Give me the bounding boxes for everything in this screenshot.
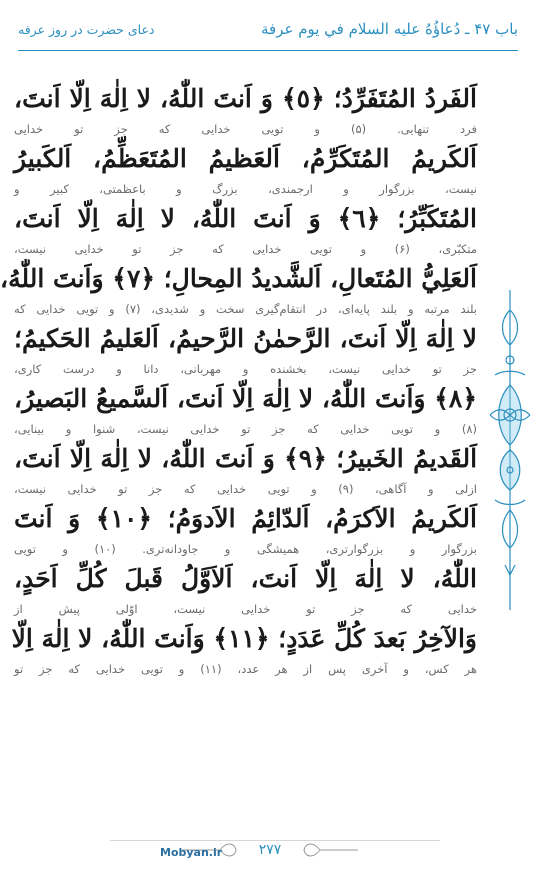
header-divider	[18, 50, 518, 51]
arabic-line-1: اَلفَردُ المُتَفَرِّدُ؛ ﴿٥﴾ وَ اَنتَ اللّٰهُ، لا اِلٰهَ اِلّا اَنتَ،	[14, 84, 477, 113]
translation-line-7: ازلی و آگاهی، (۹) و تویی خدایی که جز تو خدایی نیست،	[14, 482, 477, 496]
translation-line-2: نیست، بزرگوار و ارجمندی، بزرگ و باعظمتی، کبیر و	[14, 182, 477, 196]
prayer-text	[0, 80, 478, 680]
translation-line-6: (۸) و تویی خدایی که جز تو خدایی نیست، شنوا و بینایی،	[14, 422, 477, 436]
footer-ornament-right-icon	[300, 838, 360, 862]
arabic-line-3: المُتَكَبِّرُ؛ ﴿٦﴾ وَ اَنتَ اللّٰهُ، لا اِلٰهَ اِلّا اَنتَ،	[14, 204, 477, 233]
arabic-line-2: اَلكَريمُ المُتَكَرِّمُ، اَلعَظيمُ المُتَعَظِّمُ، اَلكَبيرُ	[14, 144, 477, 173]
arabic-line-8: اَلكَريمُ الاَكرَمُ، اَلدّائِمُ الاَدوَمُ؛ ﴿١٠﴾ وَ اَنتَ	[14, 504, 477, 533]
translation-line-10: هر کس، و آخری پس از هر عدد، (۱۱) و تویی خدایی که جز تو	[14, 662, 477, 676]
page-number: ۲۷۷	[258, 842, 282, 858]
arabic-line-7: اَلقَديمُ الخَبيرُ؛ ﴿٩﴾ وَ اَنتَ اللّٰهُ، لا اِلٰهَ اِلّا اَنتَ،	[14, 444, 478, 473]
translation-line-5: جز تو خدایی نیست، بخشنده و مهربانی، دانا و درست کاری،	[14, 362, 477, 376]
site-watermark: Mobyan.ir	[160, 846, 223, 859]
chapter-title: باب ۴۷ ـ دُعاؤُهُ عليه السلام في يوم عرفة	[260, 20, 518, 38]
arabic-line-10: وَالآخِرُ بَعدَ كُلِّ عَدَدٍ؛ ﴿١١﴾ وَاَنتَ اللّٰهُ، لا اِلٰهَ اِلّا	[11, 624, 477, 653]
page-title: دعای حضرت در روز عرفه	[18, 22, 155, 37]
footer-divider	[110, 840, 440, 841]
translation-line-4: بلند مرتبه و بلند پایه‌ای، در انتقام‌گیری سخت و شدیدی، (۷) و تویی خدایی که	[14, 302, 477, 316]
translation-line-9: خدایی که جز تو خدایی نیست، اوّلی پیش از	[14, 602, 477, 616]
translation-line-1: فرد تنهایی. (۵) و تویی خدایی که جز تو خدایی	[14, 122, 478, 136]
arabic-line-6: ﴿٨﴾ وَاَنتَ اللّٰهُ، لا اِلٰهَ اِلّا اَنتَ، اَلسَّميعُ البَصيرُ،	[14, 384, 477, 413]
arabic-line-5: لا اِلٰهَ اِلّا اَنتَ، الرَّحمٰنُ الرَّحيمُ، اَلعَليمُ الحَكيمُ؛	[14, 324, 477, 353]
translation-line-8: بزرگوار و بزرگوارتری، همیشگی و جاودانه‌تری. (۱۰) و تویی	[14, 542, 477, 556]
margin-ornament-icon	[485, 290, 535, 610]
translation-line-3: متکبّری، (۶) و تویی خدایی که جز تو خدایی نیست،	[14, 242, 478, 256]
arabic-line-4: اَلعَلِيُّ المُتَعالِ، اَلشَّديدُ المِحالِ؛ ﴿٧﴾ وَاَنتَ اللّٰهُ،	[0, 264, 477, 293]
arabic-line-9: اللّٰهُ، لا اِلٰهَ اِلّا اَنتَ، اَلاَوَّلُ قَبلَ كُلِّ اَحَدٍ،	[14, 564, 477, 593]
page-header	[18, 14, 518, 48]
